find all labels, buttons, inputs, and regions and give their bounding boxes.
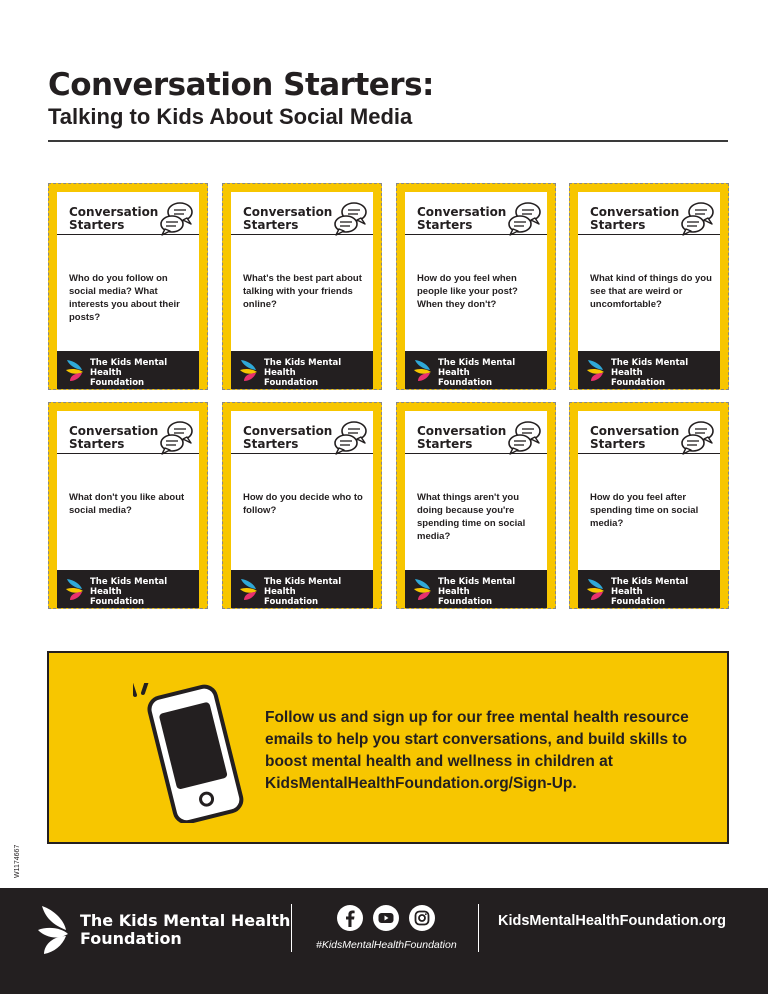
- card-body: [405, 192, 547, 389]
- card-brand-line2: Foundation: [438, 378, 493, 388]
- page-subtitle: Talking to Kids About Social Media: [48, 104, 413, 129]
- foundation-logo-icon: [239, 357, 261, 383]
- card-brand: [90, 577, 199, 607]
- conversation-cards-grid: [48, 183, 730, 609]
- footer-brand-line2: Foundation: [80, 929, 182, 948]
- page-title: Conversation Starters:: [48, 67, 434, 103]
- card-brand: [438, 358, 547, 388]
- speech-bubbles-icon: [680, 419, 716, 455]
- card-divider: [578, 234, 720, 235]
- card-divider: [405, 453, 547, 454]
- card-body: [405, 411, 547, 608]
- card-question: How do you feel when people like your post? When they don't?: [417, 273, 518, 310]
- instagram-icon[interactable]: [408, 904, 436, 932]
- card-heading: [417, 206, 506, 232]
- card-divider: [57, 453, 199, 454]
- speech-bubbles-icon: [333, 200, 369, 236]
- card-heading-line1: Conversation: [417, 205, 507, 219]
- card-heading-line2: Starters: [243, 218, 299, 232]
- card-body: [57, 192, 199, 389]
- header-divider: [48, 140, 728, 142]
- card-brand-line2: Foundation: [438, 597, 493, 607]
- card-question: What things aren't you doing because you're spending time on social media?: [417, 492, 526, 542]
- card-question: Who do you follow on social media? What interests you about their posts?: [69, 273, 180, 323]
- card-heading: [243, 425, 332, 451]
- foundation-logo-icon: [586, 357, 608, 383]
- foundation-logo-icon: [586, 576, 608, 602]
- footer-website-link[interactable]: KidsMentalHealthFoundation.org: [498, 913, 726, 929]
- promo-text: Follow us and sign up for our free mental health resource emails to help you start conversations, and build skills to boost mental health and wellness in children at KidsMentalHealthFoundation.org/Sign-Up.: [265, 709, 689, 792]
- card-divider: [578, 453, 720, 454]
- card-heading: [590, 425, 679, 451]
- card-heading-line2: Starters: [69, 437, 125, 451]
- conversation-card: [569, 183, 729, 390]
- card-heading: [590, 206, 679, 232]
- card-brand-line2: Foundation: [611, 378, 666, 388]
- card-divider: [57, 234, 199, 235]
- card-brand: [264, 577, 373, 607]
- card-heading-line1: Conversation: [590, 205, 680, 219]
- conversation-card: [396, 402, 556, 609]
- card-body: [578, 411, 720, 608]
- card-brand: [264, 358, 373, 388]
- card-divider: [405, 234, 547, 235]
- card-question: How do you decide who to follow?: [243, 492, 363, 516]
- card-heading: [417, 425, 506, 451]
- card-heading-line2: Starters: [417, 218, 473, 232]
- card-heading-line1: Conversation: [590, 424, 680, 438]
- facebook-icon[interactable]: [336, 904, 364, 932]
- card-brand-line1: The Kids Mental Health: [438, 358, 516, 378]
- card-brand-line1: The Kids Mental Health: [438, 577, 516, 597]
- speech-bubbles-icon: [680, 200, 716, 236]
- youtube-icon[interactable]: [372, 904, 400, 932]
- card-heading-line2: Starters: [69, 218, 125, 232]
- conversation-card: [222, 183, 382, 390]
- card-heading-line2: Starters: [243, 437, 299, 451]
- card-heading-line1: Conversation: [417, 424, 507, 438]
- card-brand-line2: Foundation: [90, 378, 145, 388]
- card-heading-line2: Starters: [417, 437, 473, 451]
- card-footer: [231, 351, 373, 389]
- foundation-logo-icon: [239, 576, 261, 602]
- card-heading-line1: Conversation: [69, 424, 159, 438]
- card-brand-line1: The Kids Mental Health: [90, 577, 168, 597]
- card-brand-line2: Foundation: [611, 597, 666, 607]
- card-brand-line2: Foundation: [264, 378, 319, 388]
- smartphone-icon: [133, 683, 253, 823]
- page-header: [48, 66, 728, 131]
- promo-banner: [47, 651, 729, 844]
- footer-divider-right: [478, 904, 479, 952]
- conversation-card: [222, 402, 382, 609]
- card-brand-line1: The Kids Mental Health: [264, 358, 342, 378]
- card-brand-line2: Foundation: [90, 597, 145, 607]
- card-brand-line1: The Kids Mental Health: [611, 577, 689, 597]
- card-question: What kind of things do you see that are weird or uncomfortable?: [590, 273, 712, 310]
- foundation-logo-icon: [65, 357, 87, 383]
- footer-divider-left: [291, 904, 292, 952]
- card-footer: [57, 570, 199, 608]
- card-divider: [231, 234, 373, 235]
- card-question: How do you feel after spending time on social media?: [590, 492, 699, 529]
- foundation-logo-icon: [65, 576, 87, 602]
- card-heading-line2: Starters: [590, 437, 646, 451]
- card-body: [578, 192, 720, 389]
- speech-bubbles-icon: [159, 419, 195, 455]
- card-question: What's the best part about talking with your friends online?: [243, 273, 362, 310]
- card-heading-line1: Conversation: [243, 205, 333, 219]
- page-footer: [0, 888, 768, 994]
- conversation-card: [48, 402, 208, 609]
- foundation-logo-icon: [413, 576, 435, 602]
- speech-bubbles-icon: [159, 200, 195, 236]
- card-footer: [578, 570, 720, 608]
- card-heading: [69, 206, 158, 232]
- card-brand-line2: Foundation: [264, 597, 319, 607]
- speech-bubbles-icon: [507, 200, 543, 236]
- foundation-logo-icon: [413, 357, 435, 383]
- card-heading-line2: Starters: [590, 218, 646, 232]
- footer-brand-line1: The Kids Mental Health: [80, 911, 291, 930]
- foundation-logo-icon: [34, 900, 76, 960]
- speech-bubbles-icon: [333, 419, 369, 455]
- card-heading: [243, 206, 332, 232]
- card-footer: [405, 570, 547, 608]
- card-heading-line1: Conversation: [69, 205, 159, 219]
- card-brand-line1: The Kids Mental Health: [90, 358, 168, 378]
- card-brand-line1: The Kids Mental Health: [611, 358, 689, 378]
- card-heading-line1: Conversation: [243, 424, 333, 438]
- card-question: What don't you like about social media?: [69, 492, 185, 516]
- hashtag: #KidsMentalHealthFoundation: [316, 939, 457, 951]
- document-code: W1174667: [14, 844, 21, 878]
- conversation-card: [569, 402, 729, 609]
- card-footer: [57, 351, 199, 389]
- footer-brand: [80, 912, 290, 948]
- card-footer: [578, 351, 720, 389]
- social-links: [336, 904, 440, 936]
- conversation-card: [48, 183, 208, 390]
- card-footer: [231, 570, 373, 608]
- speech-bubbles-icon: [507, 419, 543, 455]
- card-body: [231, 411, 373, 608]
- card-body: [231, 192, 373, 389]
- card-body: [57, 411, 199, 608]
- card-brand: [438, 577, 547, 607]
- card-footer: [405, 351, 547, 389]
- conversation-card: [396, 183, 556, 390]
- card-divider: [231, 453, 373, 454]
- card-brand: [611, 577, 720, 607]
- card-brand-line1: The Kids Mental Health: [264, 577, 342, 597]
- card-heading: [69, 425, 158, 451]
- card-brand: [611, 358, 720, 388]
- card-brand: [90, 358, 199, 388]
